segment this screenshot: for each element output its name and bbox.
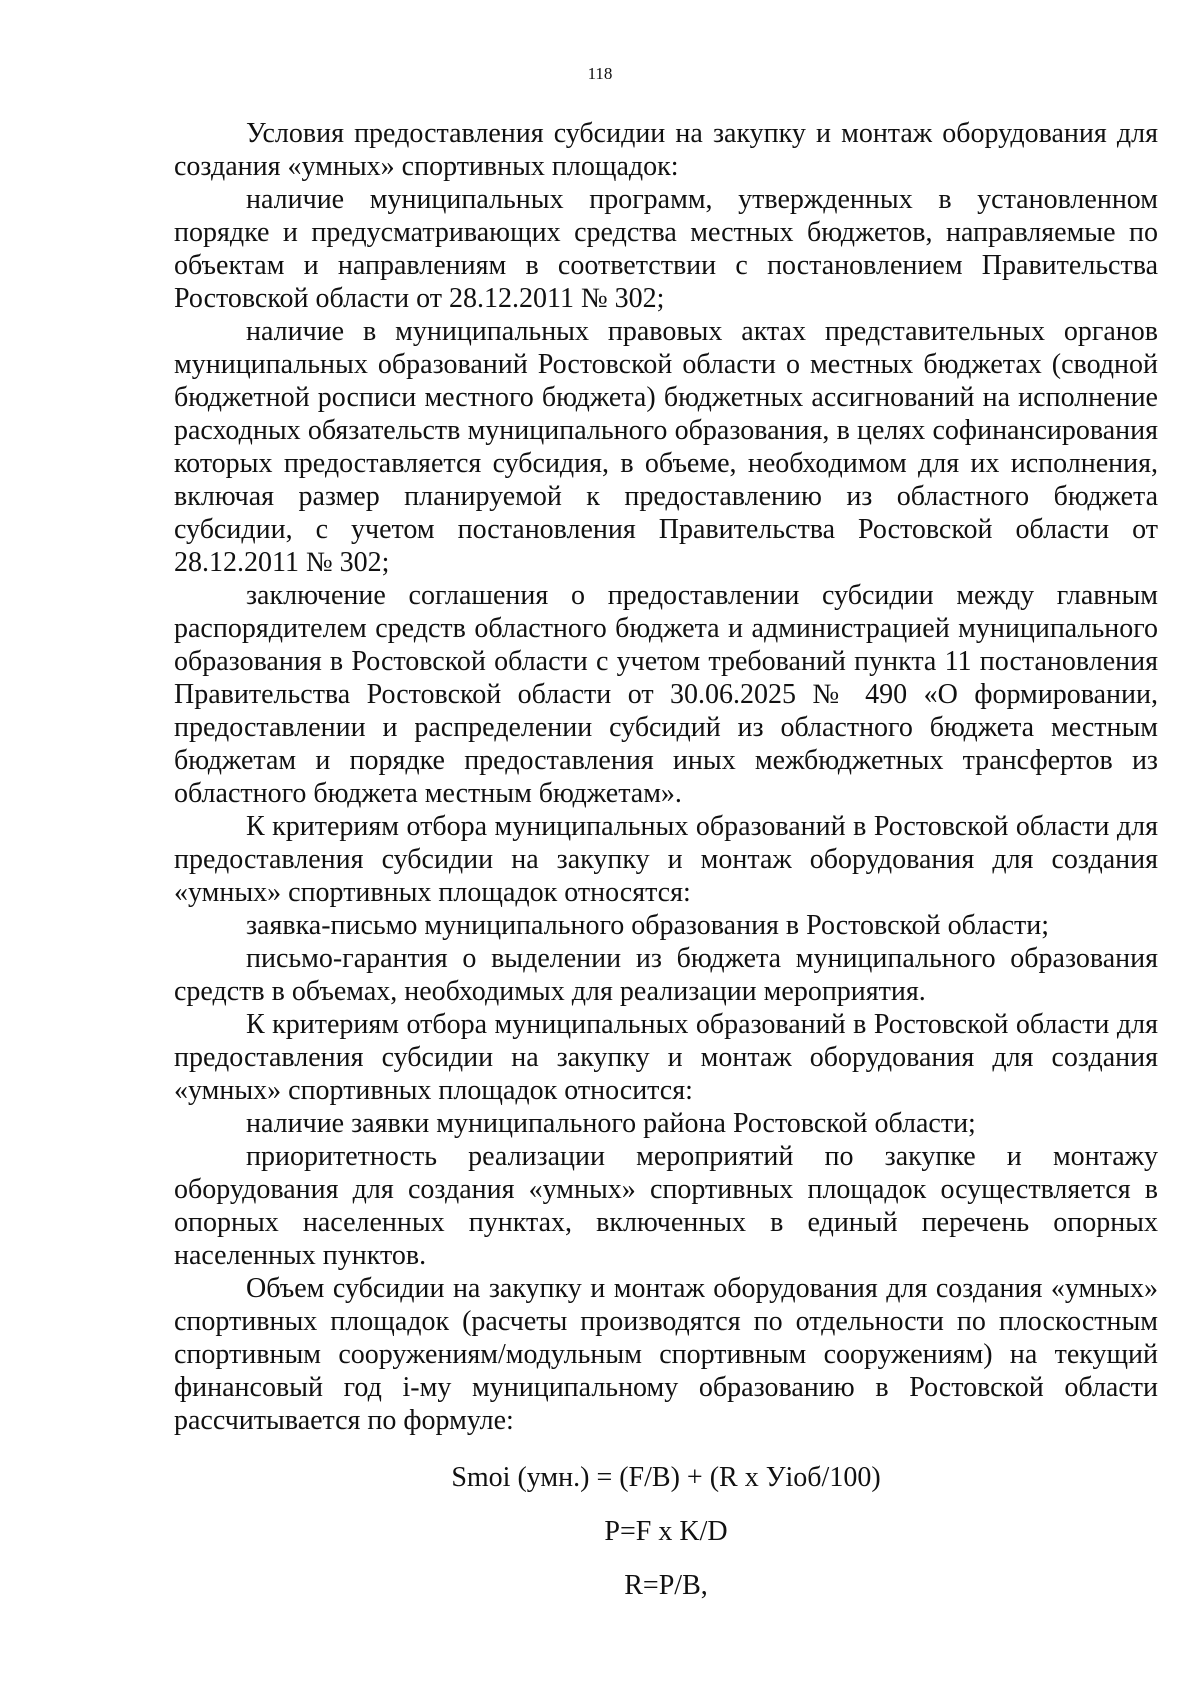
paragraph-budget-allocations: наличие в муниципальных правовых актах представительных органов муниципальных образований Ростовской области о местных бюджетах (сводной бюджетной росписи местного бюджета) бюджетных ассигнований на исполнение расходных обязательств муниципального образования, в целях софинансирования которых предоставляется субсидия, в объеме, необходимом для их исполнения, включая размер планируемой к предоставлению из областного бюджета субсидии, с учетом постановления Правительства Ростовской области от 28.12.2011 № 302; xyxy=(174,316,1158,578)
paragraph-selection-criteria-intro: К критериям отбора муниципальных образований в Ростовской области для предоставления субсидии на закупку и монтаж оборудования для создания «умных» спортивных площадок относятся: xyxy=(174,811,1158,908)
page-number: 118 xyxy=(587,64,613,83)
paragraph-priority-settlements: приоритетность реализации мероприятий по закупке и монтажу оборудования для создания «умных» спортивных площадок осуществляется в опорных населенных пунктах, включенных в единый перечень опорных населенных пунктов. xyxy=(174,1141,1158,1271)
formula-p: P=F x K/D xyxy=(604,1516,728,1547)
paragraph-subsidy-agreement: заключение соглашения о предоставлении субсидии между главным распорядителем средств областного бюджета и администрацией муниципального образования в Ростовской области с учетом требований пункта 11 постановления Правительства Ростовской области от 30.06.2025 № 490 «О формировании, предоставлении и распределении субсидий из областного бюджета местным бюджетам и порядке предоставления иных межбюджетных трансфертов из областного бюджета местным бюджетам». xyxy=(174,580,1158,809)
paragraph-application-letter: заявка-письмо муниципального образования в Ростовской области; xyxy=(246,910,1050,941)
paragraph-municipal-programs: наличие муниципальных программ, утвержденных в установленном порядке и предусматривающих средства местных бюджетов, направляемые по объектам и направлениям в соответствии с постановлением Правительства Ростовской области от 28.12.2011 № 302; xyxy=(174,184,1158,314)
paragraph-selection-criteria-second: К критериям отбора муниципальных образований в Ростовской области для предоставления субсидии на закупку и монтаж оборудования для создания «умных» спортивных площадок относится: xyxy=(174,1009,1158,1106)
paragraph-guarantee-letter: письмо-гарантия о выделении из бюджета муниципального образования средств в объемах, необходимых для реализации мероприятия. xyxy=(174,943,1158,1007)
paragraph-subsidy-volume: Объем субсидии на закупку и монтаж оборудования для создания «умных» спортивных площадок (расчеты производятся по отдельности по плоскостным спортивным сооружениям/модульным спортивным сооружениям) на текущий финансовый год i-му муниципальному образованию в Ростовской области рассчитывается по формуле: xyxy=(174,1273,1158,1436)
paragraph-district-application: наличие заявки муниципального района Ростовской области; xyxy=(246,1108,976,1139)
formula-subsidy-amount: Smoi (умн.) = (F/B) + (R x Уioб/100) xyxy=(451,1462,881,1493)
formula-block xyxy=(174,1461,1158,1602)
document-body xyxy=(174,117,1158,1602)
formula-r: R=P/B, xyxy=(624,1570,708,1601)
paragraph-subsidy-conditions-intro: Условия предоставления субсидии на закупку и монтаж оборудования для создания «умных» спортивных площадок: xyxy=(174,118,1158,182)
